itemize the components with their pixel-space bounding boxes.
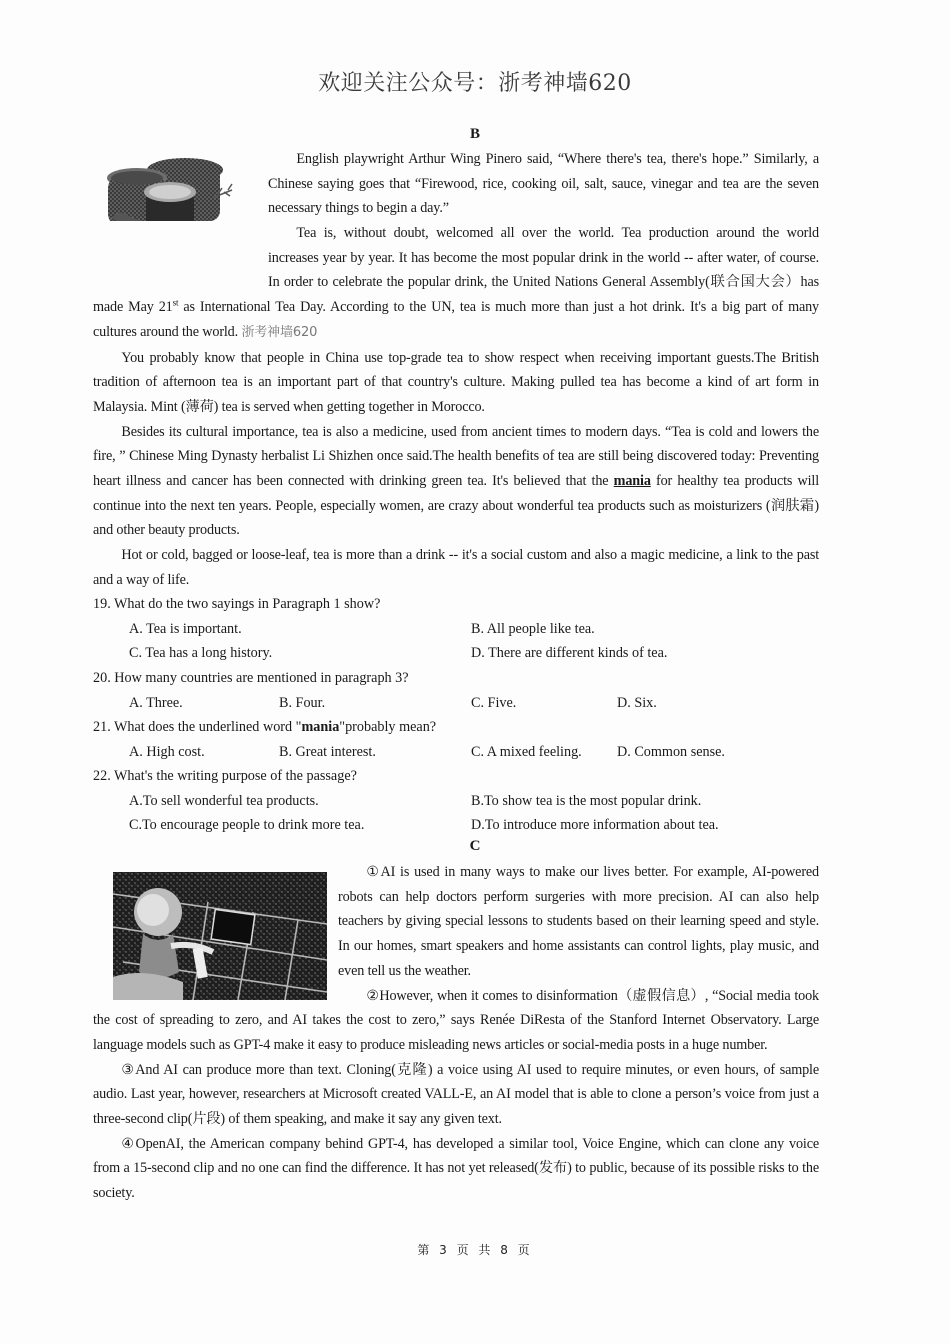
section-c-paragraph-4: ④OpenAI, the American company behind GPT-4, has developed a similar tool, Voice Engine, which can clone any voice from a 15-second clip and no one can find the difference. It has not yet released(发布) to public, because of its possible risks to the society.	[93, 1135, 819, 1202]
question-19-option-c[interactable]: C. Tea has a long history.	[129, 645, 273, 662]
question-22-option-d[interactable]: D.To introduce more information about tea.	[471, 817, 719, 834]
question-22-stem: 22. What's the writing purpose of the passage?	[93, 768, 357, 784]
question-22-option-c[interactable]: C.To encourage people to drink more tea.	[129, 817, 365, 834]
question-21-option-b[interactable]: B. Great interest.	[279, 743, 376, 760]
question-22-option-b[interactable]: B.To show tea is the most popular drink.	[471, 792, 702, 809]
paragraph-2-text-b: as International Tea Day. According to the UN, tea is much more than just a hot drink. It's a big part of many cultures around the world.	[93, 299, 819, 340]
question-20-option-b[interactable]: B. Four.	[279, 694, 326, 711]
question-21-stem-a: 21. What does the underlined word "	[93, 719, 302, 735]
question-20-options	[93, 691, 833, 716]
question-21-stem	[93, 715, 833, 740]
question-19-options-row-2	[93, 641, 833, 666]
section-c-paragraph-2: ②However, when it comes to disinformation（虚假信息）, “Social media took the cost of spreading to zero, and AI takes the cost to zero,” says Renée DiResta of the Stanford Internet Observatory. Large language models such as GPT-4 make it easy to produce misleading news articles or social-media posts in a huge number.	[93, 987, 819, 1053]
question-19-options-row-1	[93, 617, 833, 642]
paragraph-2-text-a: Tea is, without doubt, welcomed all over the world. Tea production around the world increases year by year. It has become the most popular drink in the world -- after water, of course. In order to celebrate the popular drink, the United Nations General Assembly(联合国大会）has made May 21	[93, 225, 819, 316]
question-22-options-row-1	[93, 789, 833, 814]
question-19-option-a[interactable]: A. Tea is important.	[129, 620, 242, 637]
question-21-option-a[interactable]: A. High cost.	[129, 743, 205, 760]
question-19	[93, 592, 833, 666]
question-19-option-b[interactable]: B. All people like tea.	[471, 620, 595, 637]
section-b-paragraph-5: Hot or cold, bagged or loose-leaf, tea is more than a drink -- it's a social custom and also a magic medicine, a link to the past and a way of life.	[93, 547, 819, 588]
question-21-keyword: mania	[301, 719, 340, 735]
page-number: 第 3 页 共 8 页	[417, 1243, 533, 1257]
question-20	[93, 666, 833, 715]
question-20-option-a[interactable]: A. Three.	[129, 694, 183, 711]
section-c-paragraph-3: ③And AI can produce more than text. Cloning(克隆) a voice using AI used to require minutes, or even hours, of sample audio. Last year, however, researchers at Microsoft created VALL-E, an AI model that is able to clone a person’s voice from just a three-second clip(片段) of them speaking, and make it say any given text.	[93, 1061, 819, 1128]
question-19-stem: 19. What do the two sayings in Paragraph 1 show?	[93, 596, 381, 612]
section-c-paragraph-1: ①AI is used in many ways to make our lives better. For example, AI-powered robots can help doctors perform surgeries with more precision. AI can also help teachers by giving special lessons to students based on their learning speed and style. In our homes, smart speakers and home assistants can control lights, play music, and even tell us the weather.	[338, 864, 819, 979]
question-21-option-d[interactable]: D. Common sense.	[617, 743, 725, 760]
question-22-option-a[interactable]: A.To sell wonderful tea products.	[129, 792, 319, 809]
section-b-heading: B	[469, 126, 480, 142]
paragraph-4-text-b: for healthy tea products will continue into the next ten years. People, especially women, are crazy about wonderful tea products such as moisturizers (润肤霜) and other beauty products.	[93, 473, 819, 539]
question-22	[93, 764, 833, 838]
question-20-option-c[interactable]: C. Five.	[471, 694, 517, 711]
question-21-options	[93, 740, 833, 765]
question-20-stem: 20. How many countries are mentioned in paragraph 3?	[93, 670, 409, 686]
underlined-word-mania: mania	[613, 473, 651, 490]
question-20-option-d[interactable]: D. Six.	[617, 694, 657, 711]
ordinal-suffix: st	[172, 297, 179, 308]
section-b-paragraph-1: English playwright Arthur Wing Pinero said, “Where there's tea, there's hope.” Similarly, a Chinese saying goes that “Firewood, rice, cooking oil, salt, sauce, vinegar and tea are the seven necessary things to begin a day.”	[268, 151, 819, 217]
section-b-paragraph-1-block	[268, 147, 819, 221]
section-b-paragraph-4	[93, 420, 819, 544]
inline-watermark: 浙考神墙620	[241, 324, 318, 340]
question-21-stem-b: "probably mean?	[339, 719, 437, 735]
question-21-option-c[interactable]: C. A mixed feeling.	[471, 743, 582, 760]
paragraph-4-text-a: Besides its cultural importance, tea is also a medicine, used from ancient times to modern days. “Tea is cold and lowers the fire, ” Chinese Ming Dynasty herbalist Li Shizhen once said.The health benefits of tea are still being discovered today: Preventing heart illness and cancer has been connected with drinking green tea. It's believed that the	[93, 423, 819, 490]
question-21	[93, 715, 833, 764]
section-b-paragraph-3: You probably know that people in China use top-grade tea to show respect when receiving important guests.The British tradition of afternoon tea is an important part of that country's culture. Making pulled tea has become a kind of art form in Malaysia. Mint (薄荷) tea is served when getting together in Morocco.	[93, 349, 819, 415]
question-19-option-d[interactable]: D. There are different kinds of tea.	[471, 645, 668, 662]
section-c-heading: C	[469, 838, 481, 854]
section-c-body	[93, 860, 819, 1206]
watermark-banner: 欢迎关注公众号：浙考神墙620	[318, 71, 632, 96]
section-b-paragraph-2-block	[93, 221, 819, 593]
question-22-options-row-2	[93, 813, 833, 838]
